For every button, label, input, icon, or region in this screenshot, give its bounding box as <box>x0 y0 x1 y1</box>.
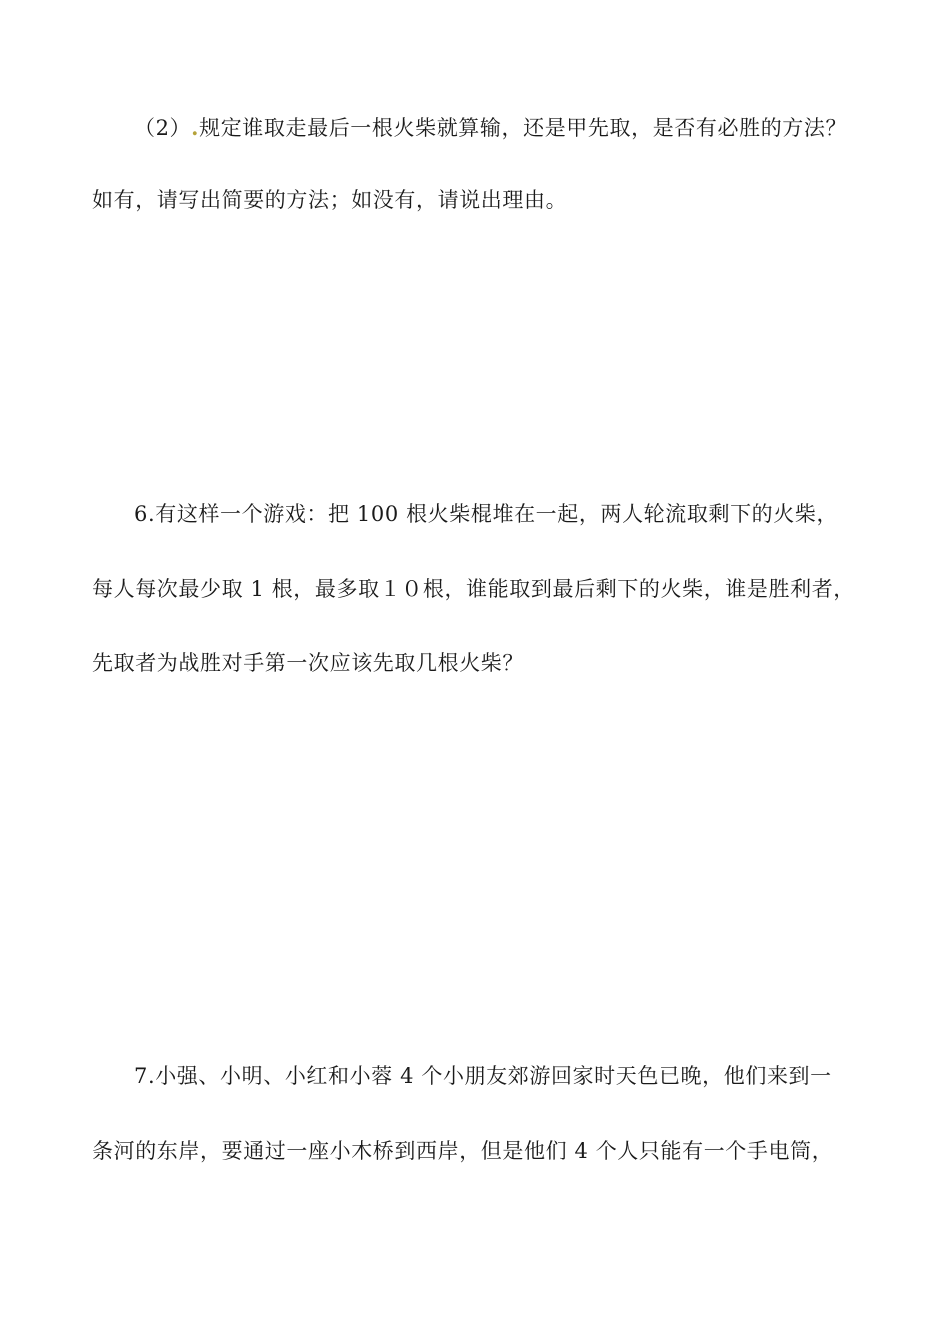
q6-line-3: 先取者为战胜对手第一次应该先取几根火柴？ <box>92 651 524 675</box>
q5-part2-line-1 <box>134 113 847 143</box>
q5-part2-prefix: （2） <box>134 116 192 140</box>
q7-line-2: 条河的东岸，要通过一座小木桥到西岸，但是他们 4 个人只能有一个手电筒， <box>92 1139 834 1163</box>
q5-part2-line-2: 如有，请写出简要的方法；如没有，请说出理由。 <box>92 188 568 212</box>
q6-line-2: 每人每次最少取 1 根，最多取１０根，谁能取到最后剩下的火柴，谁是胜利者， <box>92 577 855 601</box>
q5-part2-mark: . <box>191 115 200 140</box>
q6-line-1: 6.有这样一个游戏：把 100 根火柴棍堆在一起，两人轮流取剩下的火柴， <box>134 502 839 526</box>
q7-line-1: 7.小强、小明、小红和小蓉 4 个小朋友郊游回家时天色已晚，他们来到一 <box>134 1064 832 1088</box>
q5-part2-text: 规定谁取走最后一根火柴就算输，还是甲先取，是否有必胜的方法？ <box>199 116 848 140</box>
